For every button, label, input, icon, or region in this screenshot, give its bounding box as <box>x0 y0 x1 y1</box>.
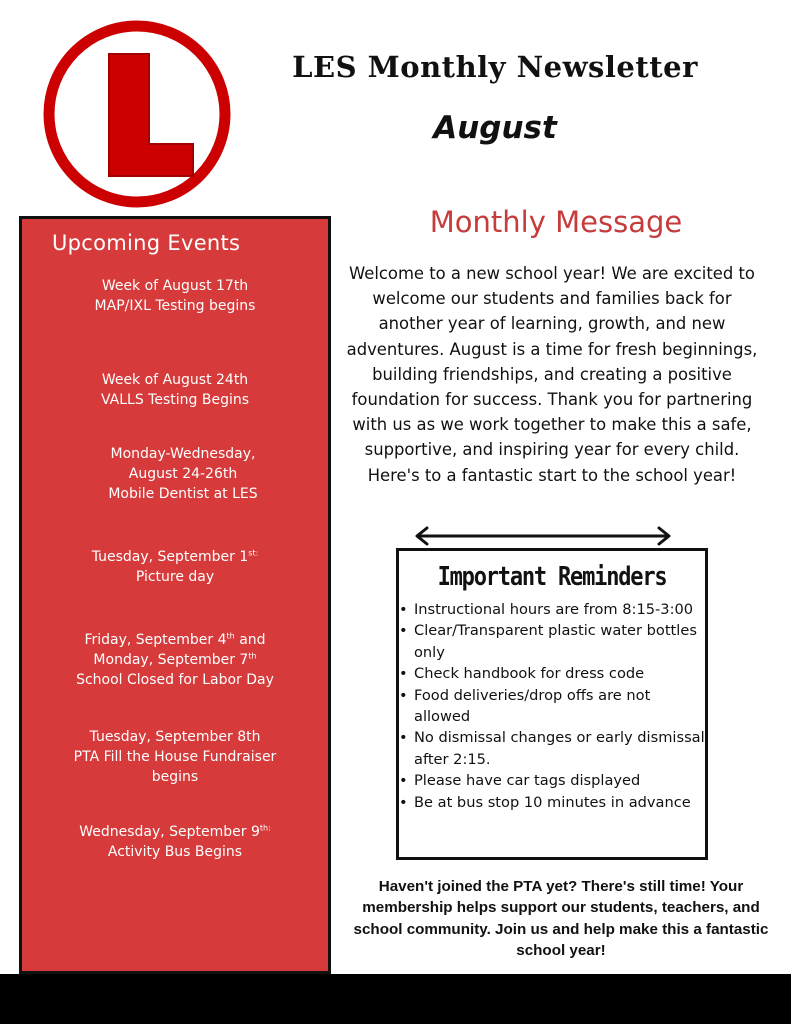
event-title: PTA Fill the House Fundraiser <box>73 749 277 765</box>
list-item: • Clear/Transparent plastic water bottles only <box>399 622 697 661</box>
event-date: Monday-Wednesday, <box>110 446 256 462</box>
bullet-icon: • <box>399 665 408 683</box>
event-item <box>22 727 328 787</box>
event-date: August 24-26th <box>128 466 238 482</box>
upcoming-events-panel <box>19 216 331 974</box>
list-item: • Food deliveries/drop offs are not allowed <box>399 686 651 726</box>
event-item <box>22 276 328 316</box>
event-date: Week of August 17th <box>101 278 249 294</box>
event-title: VALLS Testing Begins <box>100 392 250 408</box>
school-logo <box>39 16 235 212</box>
bullet-icon: • <box>399 729 408 747</box>
list-item: • Check handbook for dress code <box>399 663 705 684</box>
event-title: begins <box>151 769 199 785</box>
upcoming-events-heading: Upcoming Events <box>52 231 241 255</box>
event-date: Tuesday, September 8th <box>89 729 261 745</box>
pta-message: Haven't joined the PTA yet? There's still time! Your membership helps support our students, teachers, and school community. Join us and help make this a fantastic school year! <box>353 878 769 959</box>
event-title: MAP/IXL Testing begins <box>94 298 256 314</box>
event-date: Wednesday, September $9^{th:}$ <box>79 823 271 840</box>
event-title: Activity Bus Begins <box>107 844 243 860</box>
event-title: Picture day <box>135 569 215 585</box>
list-item: • Instructional hours are from 8:15-3:00 <box>399 599 705 620</box>
bullet-icon: • <box>399 601 408 618</box>
reminders-list <box>399 599 705 813</box>
event-date: Week of August 24th <box>101 372 249 388</box>
newsletter-month: August <box>433 110 557 146</box>
event-item <box>22 547 328 587</box>
event-title: Mobile Dentist at LES <box>108 486 258 502</box>
important-reminders-box <box>396 548 708 860</box>
important-reminders-title: Important Reminders <box>437 562 667 593</box>
monthly-message-heading: Monthly Message <box>429 205 683 239</box>
bullet-icon: • <box>399 793 408 811</box>
double-arrow-icon <box>413 526 673 546</box>
event-date: Tuesday, September $1^{st:}$ <box>91 548 259 565</box>
bullet-icon: • <box>399 772 408 790</box>
bullet-icon: • <box>399 686 408 704</box>
event-title: School Closed for Labor Day <box>76 672 274 688</box>
event-item <box>30 444 336 504</box>
event-date: Monday, September 7th <box>93 651 257 668</box>
footer-bar <box>0 974 791 1024</box>
monthly-message-body: Welcome to a new school year! We are excited to welcome our students and families back for another year of learning, growth, and new adventures. August is a time for fresh beginnings, building friendships, and creating a positive foundation for success. Thank you for partnering with us as we work together to make this a safe, supportive, and inspiring year for every child. Here's to a fantastic start to the school year! <box>346 264 758 485</box>
bullet-icon: • <box>399 622 408 640</box>
event-item <box>22 822 328 862</box>
list-item: • No dismissal changes or early dismissal after 2:15. <box>399 729 705 768</box>
list-item: • Please have car tags displayed <box>399 770 705 791</box>
event-item <box>22 630 328 690</box>
event-item <box>22 370 328 410</box>
event-date: Friday, September 4th and <box>84 631 266 648</box>
list-item: • Be at bus stop 10 minutes in advance <box>399 792 705 813</box>
newsletter-title: LES Monthly Newsletter <box>292 50 698 84</box>
